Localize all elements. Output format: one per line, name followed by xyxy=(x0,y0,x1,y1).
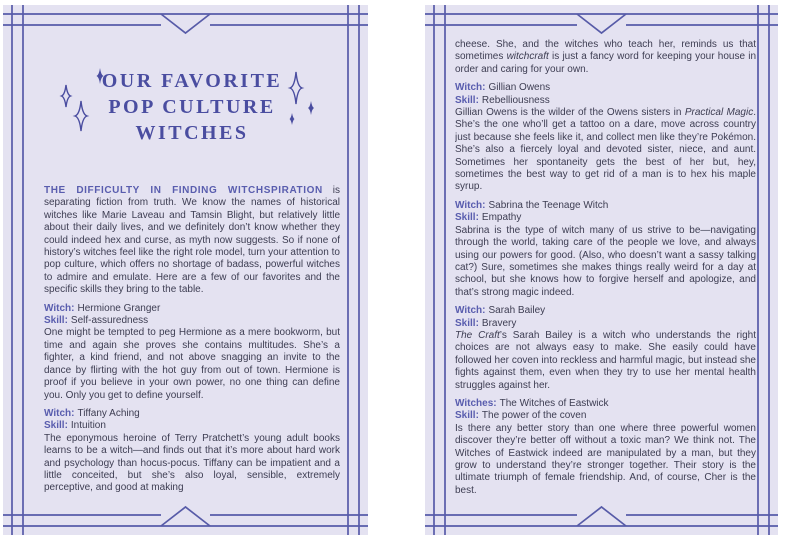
page-title-line: WITCHES xyxy=(135,122,249,144)
witch-label: Witch: xyxy=(455,199,486,211)
witch-name: Sarah Bailey xyxy=(488,305,546,317)
witch-line xyxy=(455,200,756,212)
skill-name: Bravery xyxy=(481,317,517,329)
skill-name: Intuition xyxy=(70,420,106,432)
skill-name: The power of the coven xyxy=(481,410,587,422)
skill-line xyxy=(455,318,756,330)
skill-line xyxy=(455,410,756,422)
skill-name: Self-assuredness xyxy=(70,315,149,327)
witch-entry xyxy=(44,408,340,495)
witch-entry xyxy=(455,398,756,497)
entry-body: Gillian Owens is the wilder of the Owens sisters in Practical Magic. She’s the one who’ll get a tattoo on a dare, move across country just because she feels like it, and collect men like they’re Pokémon. She’s also a fiercely loyal and devoted sister, niece, and aunt. Sometimes her spontaneity gets the best of her but, hey, sometimes the best way to get rid of a man is to hex his maple syrup. xyxy=(455,107,756,193)
skill-label: Skill: xyxy=(44,315,68,327)
entry-body: Sabrina is the type of witch many of us strive to be—navigating through the world, taking care of the people we love, and always using our powers for good. (Also, who doesn’t want a sassy talking cat?) Sure, sometimes she makes things really weird for a day at school, but she knows how to forgive herself and apologize, and that’s strong magic indeed. xyxy=(455,224,756,298)
witch-label: Witch: xyxy=(44,302,75,314)
entry-body: The Craft’s Sarah Bailey is a witch who understands the right choices are not always easy to make. She easily could have followed her coven into reckless and harmful magic, but instead she fights against them, even when they try to use her mental health struggles against her. xyxy=(455,329,756,391)
page-title xyxy=(44,68,340,146)
continuation-paragraph: cheese. She, and the witches who teach her, reminds us that sometimes witchcraft is just a fancy word for keeping your house in order and caring for your own. xyxy=(455,39,756,75)
witch-label: Witch: xyxy=(44,407,75,419)
right-page-content xyxy=(455,5,756,519)
skill-label: Skill: xyxy=(455,94,479,106)
skill-label: Skill: xyxy=(455,317,479,329)
witch-name: Gillian Owens xyxy=(488,82,551,94)
witch-entry xyxy=(455,200,756,299)
witch-line xyxy=(455,82,756,94)
skill-label: Skill: xyxy=(455,212,479,224)
page-right xyxy=(425,5,778,535)
skill-line xyxy=(455,212,756,224)
skill-line xyxy=(44,420,340,432)
witch-name: Tiffany Aching xyxy=(77,407,140,419)
witch-entry xyxy=(455,305,756,392)
witch-line xyxy=(44,408,340,420)
page-title-line: POP CULTURE xyxy=(108,96,276,118)
witch-name: The Witches of Eastwick xyxy=(499,397,609,409)
entry-body: The eponymous heroine of Terry Pratchett’s young adult books learns to be a witch—and finds out that it’s more about hard work and psychology than hocus-pocus. Tiffany can be impatient and a little conceited, but she’s also loyal, sensible, extremely perceptive, and good at making xyxy=(44,432,340,494)
skill-name: Rebelliousness xyxy=(481,94,550,106)
witch-entry xyxy=(455,82,756,194)
left-page-content xyxy=(44,5,340,519)
witch-entry xyxy=(44,303,340,402)
intro-paragraph: THE DIFFICULTY IN FINDING WITCHSPIRATION is separating fiction from truth. We know the names of historical witches like Marie Laveau and Tamsin Blight, but relatively little about their daily lives, and we definitely don’t know whether they could indeed hex and curse, as myth now suggests. So if none of history’s witches feel like the right role model, turn your attention to pop culture, which offers no shortage of badass, powerful witches to admire and emulate. Here are a few of our favorites and the specific skills they bring to the table. xyxy=(44,185,340,296)
witch-name: Sabrina the Teenage Witch xyxy=(488,199,609,211)
skill-line xyxy=(455,95,756,107)
page-left xyxy=(3,5,368,535)
entry-body: Is there any better story than one where three powerful women discover they’re better off without a toxic man? We think not. The Witches of Eastwick indeed are manipulated by a man, but they grow to understand they’re stronger together. Their story is the ultimate triumph of female friendship. And, of course, Cher is the best. xyxy=(455,422,756,496)
skill-name: Empathy xyxy=(481,212,522,224)
witch-line xyxy=(455,305,756,317)
witch-line xyxy=(455,398,756,410)
skill-label: Skill: xyxy=(455,410,479,422)
witch-line xyxy=(44,303,340,315)
page-title-line: OUR FAVORITE xyxy=(101,70,283,92)
skill-label: Skill: xyxy=(44,420,68,432)
witch-label: Witch: xyxy=(455,305,486,317)
witch-label: Witches: xyxy=(455,397,497,409)
skill-line xyxy=(44,315,340,327)
entry-body: One might be tempted to peg Hermione as a mere bookworm, but time and again she proves she contains multitudes. She’s a fighter, a kind friend, and not above snagging an invite to the dance by flirting with the hot guy from out of town. Hermione is proof if you believe in your own power, no one thing can define you. Only you get to define yourself. xyxy=(44,327,340,401)
witch-label: Witch: xyxy=(455,82,486,94)
witch-name: Hermione Granger xyxy=(77,302,161,314)
